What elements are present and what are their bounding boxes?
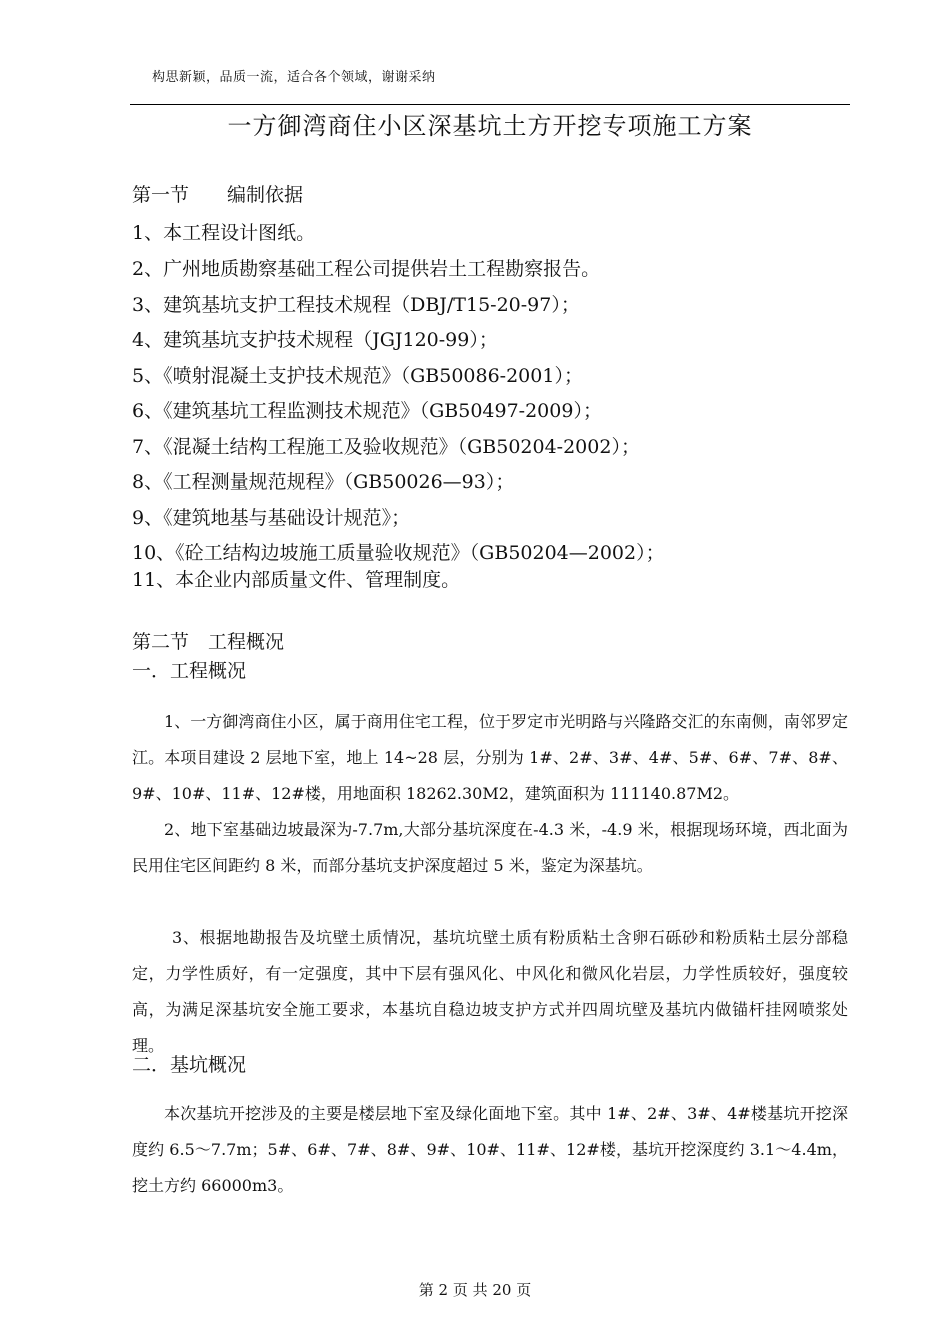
basis-item-2: 2、广州地质勘察基础工程公司提供岩土工程勘察报告。: [132, 258, 601, 280]
basis-item-8: 8、《工程测量规范规程》（GB50026—93）；: [132, 471, 515, 493]
basis-item-6: 6、《建筑基坑工程监测技术规范》（GB50497-2009）；: [132, 400, 602, 422]
basis-item-11: 11、本企业内部质量文件、管理制度。: [132, 569, 461, 591]
section-1-heading: 第一节 编制依据: [132, 184, 304, 206]
overview-paragraph-2: 2、地下室基础边坡最深为-7.7m,大部分基坑深度在-4.3 米，-4.9 米，根据现场环境，西北面为民用住宅区间距约 8 米，而部分基坑支护深度超过 5 米，鉴定为深基坑。: [132, 820, 848, 875]
page-number: 第 2 页 共 20 页: [418, 1281, 532, 1299]
subsection-1-heading: 一．工程概况: [132, 660, 247, 682]
section-2-heading: 第二节 工程概况: [132, 631, 285, 653]
basis-item-1: 1、本工程设计图纸。: [132, 222, 316, 244]
basis-item-3: 3、建筑基坑支护工程技术规程（DBJ/T15-20-97）；: [132, 294, 580, 316]
overview-paragraph-3: 3、根据地勘报告及坑壁土质情况，基坑坑壁土质有粉质粘土含卵石砾砂和粉质粘土层分部稳定，力学性质好，有一定强度，其中下层有强风化、中风化和微风化岩层，力学性质较好，强度较高，为满足深基坑安全施工要求，本基坑自稳边坡支护方式并四周坑壁及基坑内做锚杆挂网喷浆处理。: [132, 928, 848, 1055]
basis-item-10: 10、《砼工结构边坡施工质量验收规范》（GB50204—2002）；: [132, 542, 665, 564]
document-title: 一方御湾商住小区深基坑土方开挖专项施工方案: [227, 112, 753, 140]
basis-item-5: 5、《喷射混凝土支护技术规范》（GB50086-2001）；: [132, 365, 583, 387]
header-note: 构思新颖，品质一流，适合各个领域，谢谢采纳: [152, 70, 436, 85]
basis-item-4: 4、建筑基坑支护技术规程（JGJ120-99）；: [132, 329, 498, 351]
basis-item-9: 9、《建筑地基与基础设计规范》；: [132, 507, 411, 529]
overview-paragraph-1: 1、一方御湾商住小区，属于商用住宅工程，位于罗定市光明路与兴隆路交汇的东南侧，南邻罗定江。本项目建设 2 层地下室，地上 14~28 层，分别为 1#、2#、3#、4#、5#、6#、7#、8#、9#、10#、11#、12#楼，用地面积 18262.30M2，建筑面积为 111140.87M2。: [132, 712, 848, 803]
basis-item-7: 7、《混凝土结构工程施工及验收规范》（GB50204-2002）；: [132, 436, 640, 458]
pit-paragraph: 本次基坑开挖涉及的主要是楼层地下室及绿化面地下室。其中 1#、2#、3#、4#楼基坑开挖深度约 6.5～7.7m；5#、6#、7#、8#、9#、10#、11#、12#楼，基坑开挖深度约 3.1～4.4m，挖土方约 66000m3。: [132, 1104, 848, 1195]
subsection-2-heading: 二．基坑概况: [132, 1054, 247, 1076]
header-divider: [130, 104, 850, 105]
